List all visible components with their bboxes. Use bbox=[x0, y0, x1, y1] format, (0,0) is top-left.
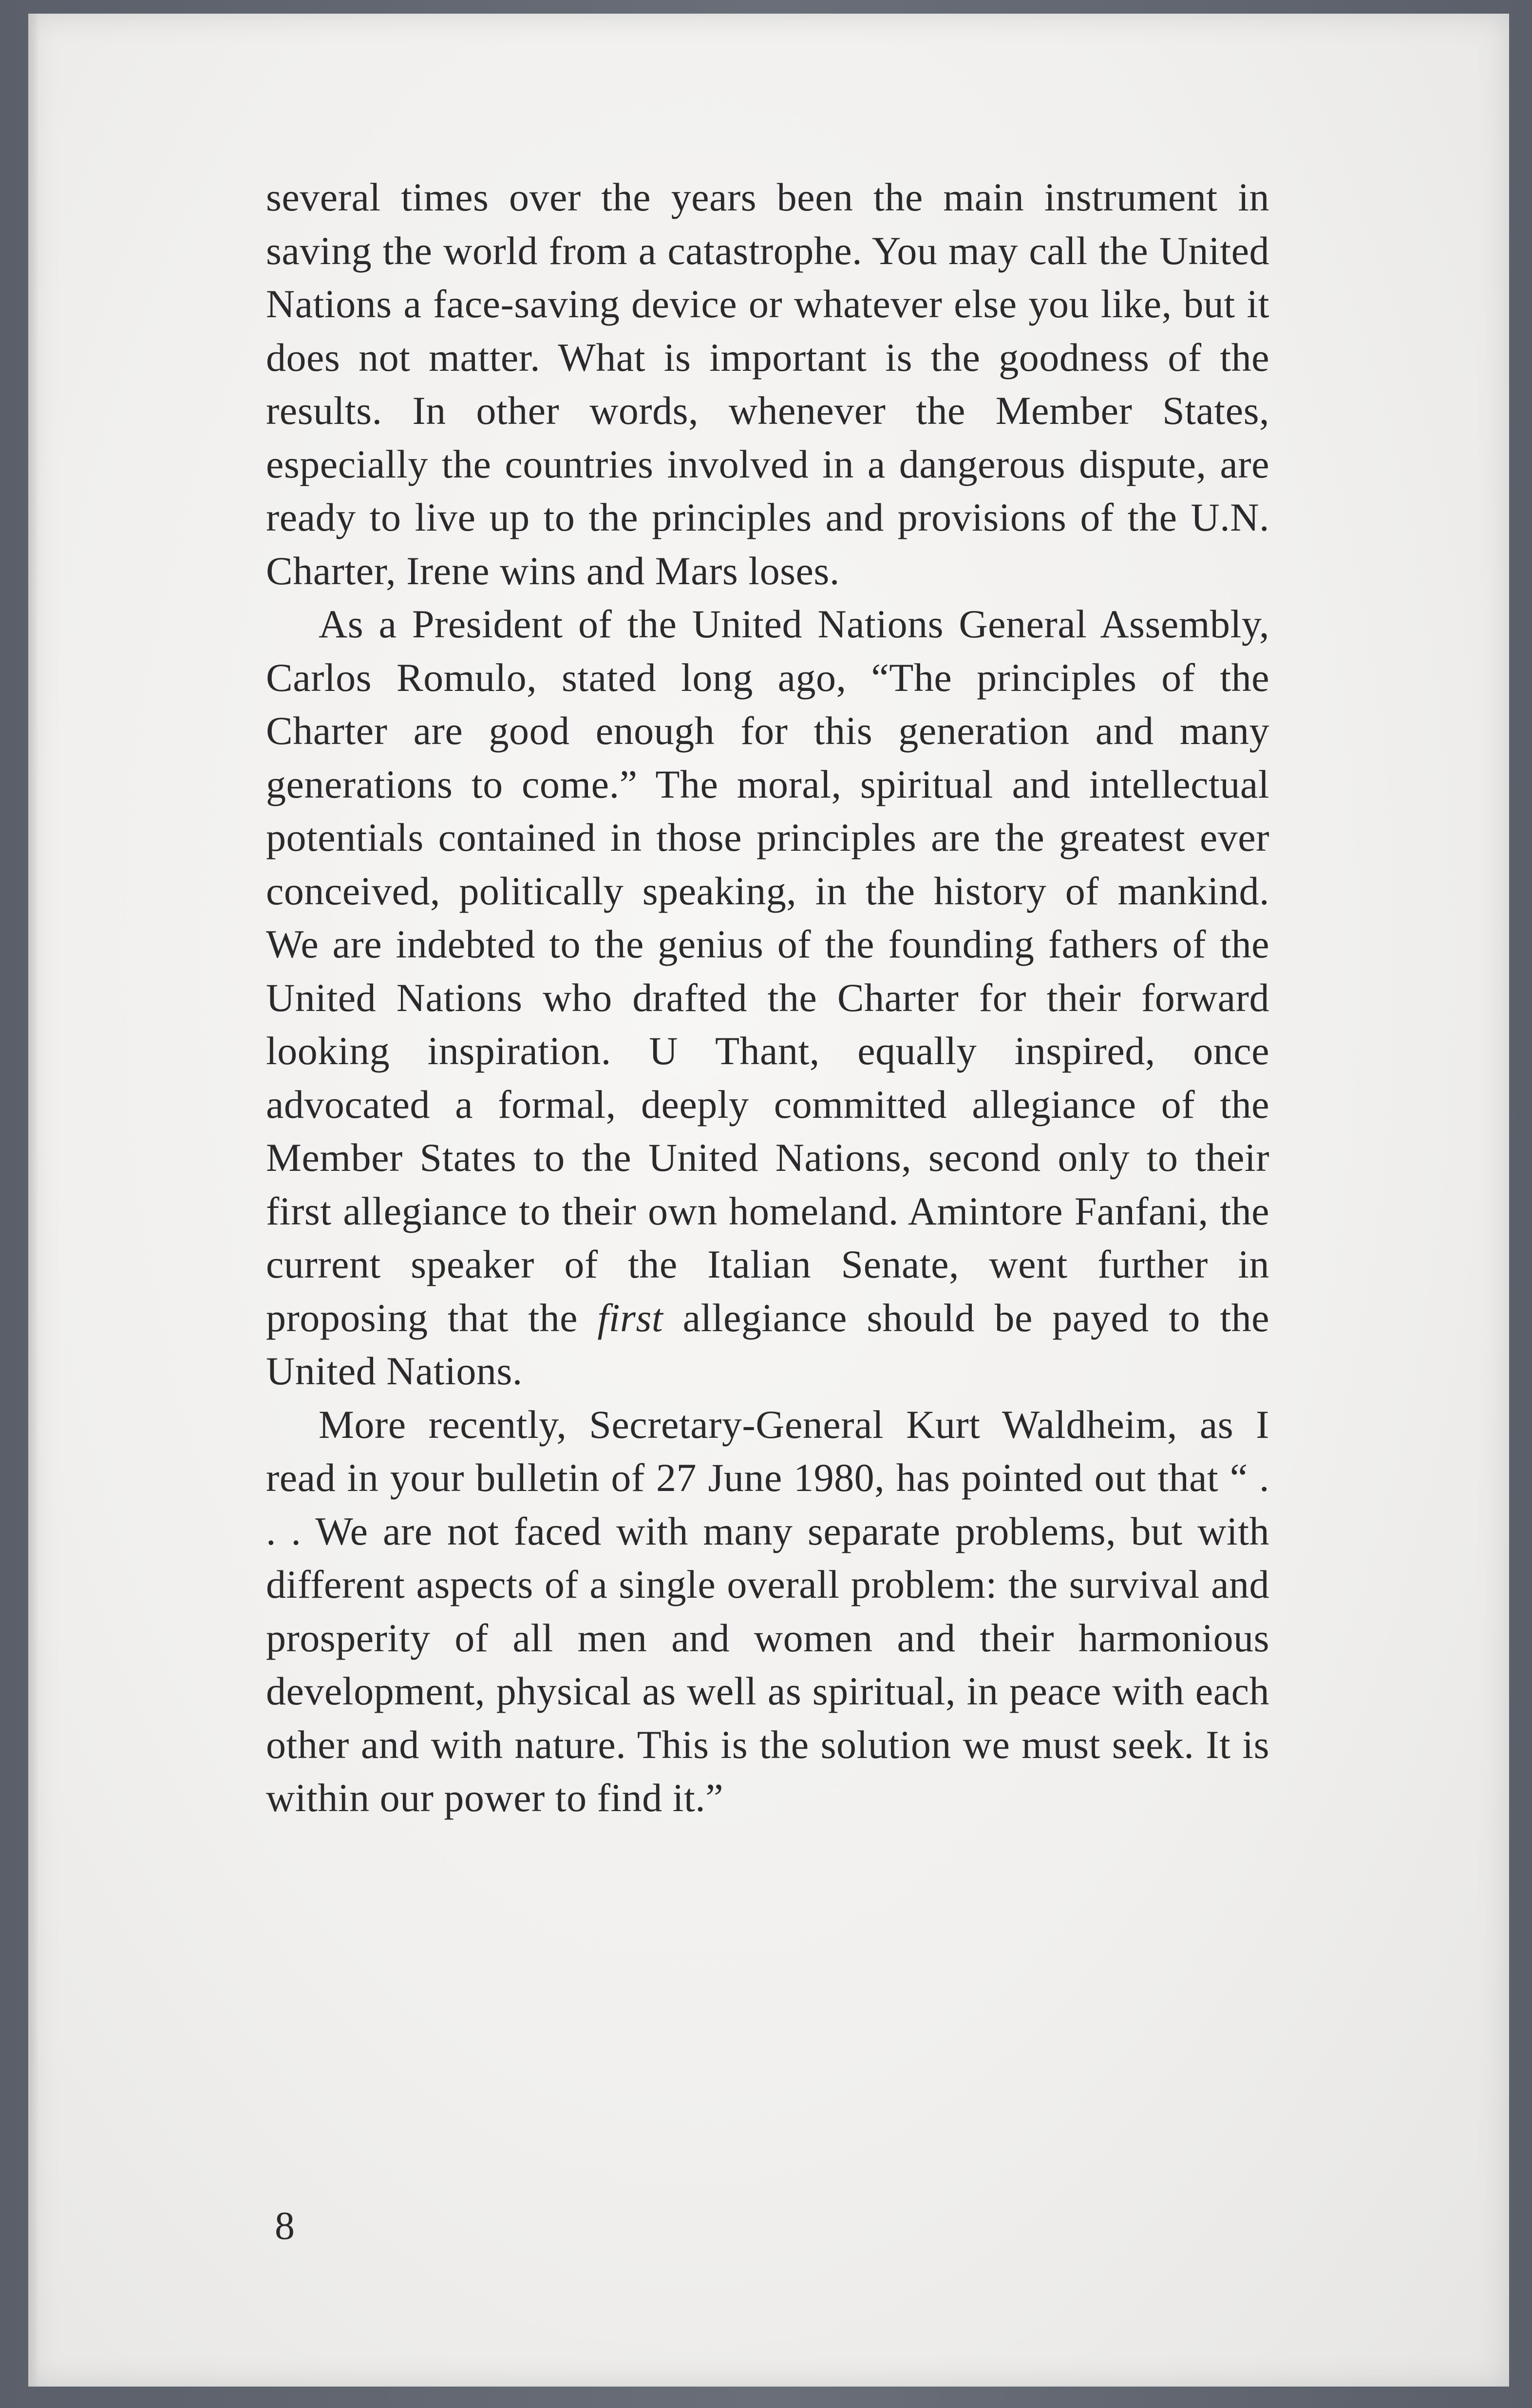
paragraph-2-italic-word: first bbox=[597, 1295, 663, 1340]
paragraph-2-text-end: allegiance should be payed to the United Nations. bbox=[266, 1295, 1269, 1393]
page-edge-shadow bbox=[28, 14, 39, 2387]
paragraph-1: several times over the years been the main instrument in saving the world from a catastrophe. You may call the United Nations a face-saving device or whatever else you like, but it does not matter. What is important is the goodness of the results. In other words, whenever the Member States, especially the countries involved in a dangerous dispute, are ready to live up to the principles and provisions of the U.N. Charter, Irene wins and Mars loses. bbox=[266, 175, 1269, 593]
body-text bbox=[266, 171, 1269, 1825]
paragraph-2-text-start: As a President of the United Nations General Assembly, Carlos Romulo, stated long ago, “The principles of the Charter are good enough for this generation and many generations to come.” The moral, spiritual and intellectual potentials contained in those principles are the greatest ever conceived, politically speaking, in the history of mankind. We are indebted to the genius of the founding fathers of the United Nations who drafted the Charter for their forward looking inspiration. U Thant, equally inspired, once advocated a formal, deeply committed allegiance of the Member States to the United Nations, second only to their first allegiance to their own homeland. Amintore Fanfani, the current speaker of the Italian Senate, went further in proposing that the bbox=[266, 602, 1269, 1340]
paragraph-2 bbox=[266, 597, 1269, 1398]
page-number: 8 bbox=[275, 2203, 295, 2248]
paragraph-3: More recently, Secretary-General Kurt Waldheim, as I read in your bulletin of 27 June 1980, has pointed out that “ . . . We are not faced with many separate problems, but with different aspects of a single overall problem: the survival and prosperity of all men and women and their harmonious development, physical as well as spiritual, in peace with each other and with nature. This is the solution we must seek. It is within our power to find it.” bbox=[266, 1402, 1269, 1820]
